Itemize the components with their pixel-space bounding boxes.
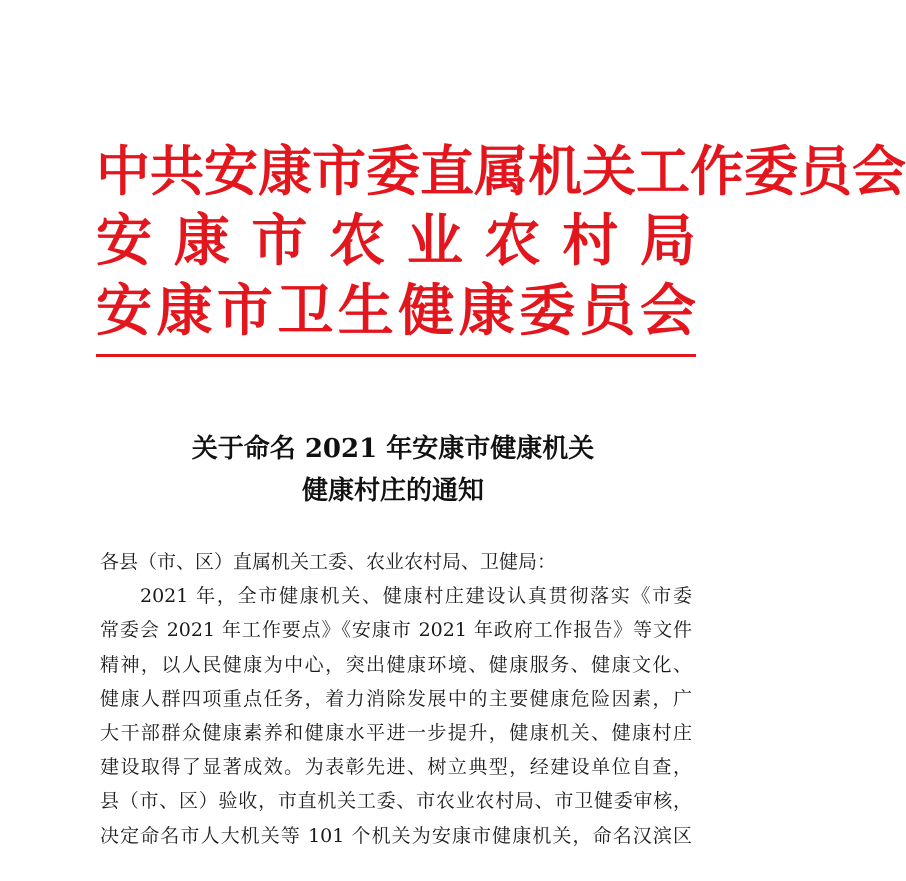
body-line: 建设取得了显著成效。为表彰先进、树立典型，经建设单位自查，	[100, 756, 692, 779]
body-line: 大干部群众健康素养和健康水平进一步提升，健康机关、健康村庄	[100, 721, 692, 744]
body-line: 决定命名市人大机关等 101 个机关为安康市健康机关，命名汉滨区	[100, 824, 692, 847]
document-title	[0, 428, 786, 512]
body-line: 精神，以人民健康为中心，突出健康环境、健康服务、健康文化、	[100, 653, 692, 676]
body-line: 2021 年，全市健康机关、健康村庄建设认真贯彻落实《市委	[140, 585, 692, 608]
document-body	[100, 545, 692, 853]
document-title-line-2: 健康村庄的通知	[301, 476, 484, 506]
body-line: 县（市、区）验收，市直机关工委、市农业农村局、市卫健委审核，	[100, 790, 692, 813]
document-title-line-1: 关于命名 2021 年安康市健康机关	[191, 434, 595, 464]
org-name-health-commission: 安 康 市 卫 生 健 康 委 员 会	[96, 278, 696, 344]
red-header	[96, 136, 906, 346]
salutation: 各县（市、区）直属机关工委、农业农村局、卫健局：	[100, 551, 557, 573]
org-name-party-committee: 中 共 安 康 市 委 直 属 机 关 工 作 委 员 会	[96, 139, 906, 203]
red-divider-line	[96, 354, 696, 357]
org-name-agriculture-bureau: 安 康 市 农 业 农 村 局	[96, 208, 696, 274]
body-line: 健康人群四项重点任务，着力消除发展中的主要健康危险因素，广	[100, 687, 692, 710]
body-line: 常委会 2021 年工作要点》《安康市 2021 年政府工作报告》等文件	[100, 619, 692, 642]
